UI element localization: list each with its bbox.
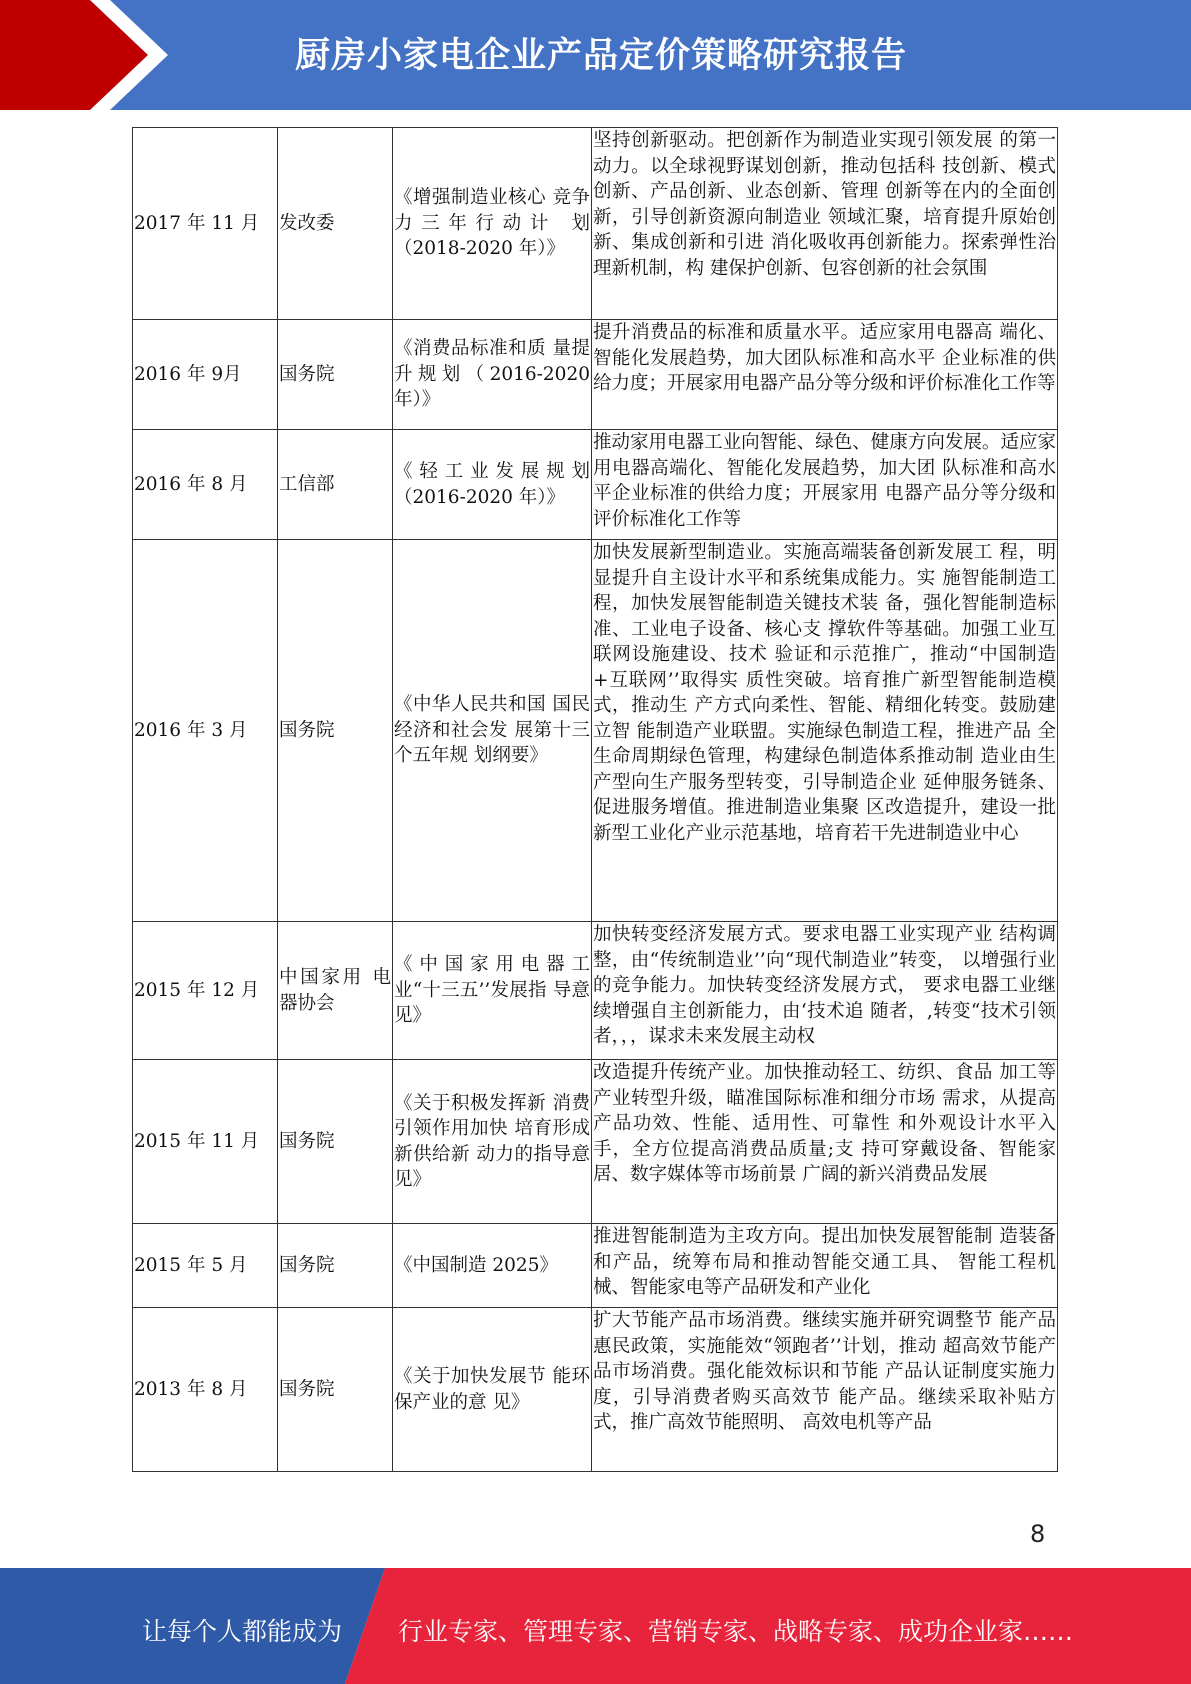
table-row xyxy=(133,1308,1058,1472)
policy-cell: 《消费品标准和质 量提升规划（2016-2020 年）》 xyxy=(393,320,592,430)
org-cell: 工信部 xyxy=(278,430,393,540)
date-cell: 2015 年 5 月 xyxy=(133,1224,278,1308)
policy-cell: 《中国家用电器工 业“十三五’’发展指 导意见》 xyxy=(393,922,592,1060)
footer-slogan-right: 行业专家、管理专家、营销专家、战略专家、成功企业家…… xyxy=(398,1617,1074,1646)
table-row xyxy=(133,128,1058,320)
content-cell: 加快转变经济发展方式。要求电器工业实现产业 结构调整，由“传统制造业’’向“现代制造业”转变， 以增强行业的竞争能力。加快转变经济发展方式， 要求电器工业继续增强自主创新能力，由‘技术追 随者，,转变“技术引领者，，，谋求未来发展主动权 xyxy=(592,922,1058,1060)
org-cell: 国务院 xyxy=(278,1224,393,1308)
date-cell: 2013 年 8 月 xyxy=(133,1308,278,1472)
org-cell: 国务院 xyxy=(278,320,393,430)
content-cell: 扩大节能产品市场消费。继续实施并研究调整节 能产品惠民政策，实施能效“领跑者’’计划，推动 超高效节能产品市场消费。强化能效标识和节能 产品认证制度实施力度，引导消费者购买高效节 能产品。继续采取补贴方式，推广高效节能照明、 高效电机等产品 xyxy=(592,1308,1058,1472)
table-row xyxy=(133,922,1058,1060)
org-cell: 国务院 xyxy=(278,1060,393,1224)
policy-cell: 《轻工业发展规划（2016-2020 年）》 xyxy=(393,430,592,540)
content-cell: 推动家用电器工业向智能、绿色、健康方向发展。适应家用电器高端化、智能化发展趋势，加大团 队标准和高水平企业标准的供给力度；开展家用 电器产品分等分级和评价标准化工作等 xyxy=(592,430,1058,540)
date-cell: 2016 年 8 月 xyxy=(133,430,278,540)
table-row xyxy=(133,1224,1058,1308)
content-cell: 改造提升传统产业。加快推动轻工、纺织、食品 加工等产业转型升级，瞄准国际标准和细分市场 需求，从提高产品功效、性能、适用性、可靠性 和外观设计水平入手，全方位提高消费品质量;支 持可穿戴设备、智能家居、数字媒体等市场前景 广阔的新兴消费品发展 xyxy=(592,1060,1058,1224)
table-row xyxy=(133,1060,1058,1224)
content-cell: 坚持创新驱动。把创新作为制造业实现引领发展 的第一动力。以全球视野谋划创新，推动包括科 技创新、模式创新、产品创新、业态创新、管理 创新等在内的全面创新，引导创新资源向制造业 领域汇聚，培育提升原始创新、集成创新和引进 消化吸收再创新能力。探索弹性治理新机制，构 建保护创新、包容创新的社会氛围 xyxy=(592,128,1058,320)
policy-cell: 《关于加快发展节 能环保产业的意 见》 xyxy=(393,1308,592,1472)
org-cell: 中国家用 电器协会 xyxy=(278,922,393,1060)
policy-cell: 《中华人民共和国 国民经济和社会发 展第十三个五年规 划纲要》 xyxy=(393,540,592,922)
page-header xyxy=(0,0,1191,110)
policy-cell: 《关于积极发挥新 消费引领作用加快 培育形成新供给新 动力的指导意见》 xyxy=(393,1060,592,1224)
org-cell: 国务院 xyxy=(278,540,393,922)
date-cell: 2017 年 11 月 xyxy=(133,128,278,320)
policy-table-wrap xyxy=(132,127,1058,1472)
date-cell: 2016 年 3 月 xyxy=(133,540,278,922)
policy-cell: 《中国制造 2025》 xyxy=(393,1224,592,1308)
content-cell: 加快发展新型制造业。实施高端装备创新发展工 程，明显提升自主设计水平和系统集成能力。实 施智能制造工程，加快发展智能制造关键技术装 备，强化智能制造标准、工业电子设备、核心支 撑软件等基础。加强工业互联网设施建设、技术 验证和示范推广，推动“中国制造+互联网’’取得实 质性突破。培育推广新型智能制造模式，推动生 产方式向柔性、智能、精细化转变。鼓励建立智 能制造产业联盟。实施绿色制造工程，推进产品 全生命周期绿色管理，构建绿色制造体系推动制 造业由生产型向生产服务型转变，引导制造企业 延伸服务链条、促进服务增值。推进制造业集聚 区改造提升，建设一批新型工业化产业示范基地，培育若干先进制造业中心 xyxy=(592,540,1058,922)
date-cell: 2016 年 9月 xyxy=(133,320,278,430)
content-cell: 推进智能制造为主攻方向。提出加快发展智能制 造装备和产品，统筹布局和推动智能交通工具、 智能工程机械、智能家电等产品研发和产业化 xyxy=(592,1224,1058,1308)
page-number: 8 xyxy=(1030,1520,1046,1548)
date-cell: 2015 年 12 月 xyxy=(133,922,278,1060)
report-title: 厨房小家电企业产品定价策略研究报告 xyxy=(295,36,908,76)
table-row xyxy=(133,540,1058,922)
org-cell: 发改委 xyxy=(278,128,393,320)
page-footer xyxy=(0,1568,1191,1684)
date-cell: 2015 年 11 月 xyxy=(133,1060,278,1224)
policy-cell: 《增强制造业核心 竞争力三年行动计 划（2018-2020 年）》 xyxy=(393,128,592,320)
table-row xyxy=(133,320,1058,430)
table-row xyxy=(133,430,1058,540)
footer-slogan-left: 让每个人都能成为 xyxy=(142,1617,343,1646)
policy-table xyxy=(132,127,1058,1472)
content-cell: 提升消费品的标准和质量水平。适应家用电器高 端化、智能化发展趋势，加大团队标准和高水平 企业标准的供给力度；开展家用电器产品分等分级和评价标准化工作等 xyxy=(592,320,1058,430)
org-cell: 国务院 xyxy=(278,1308,393,1472)
